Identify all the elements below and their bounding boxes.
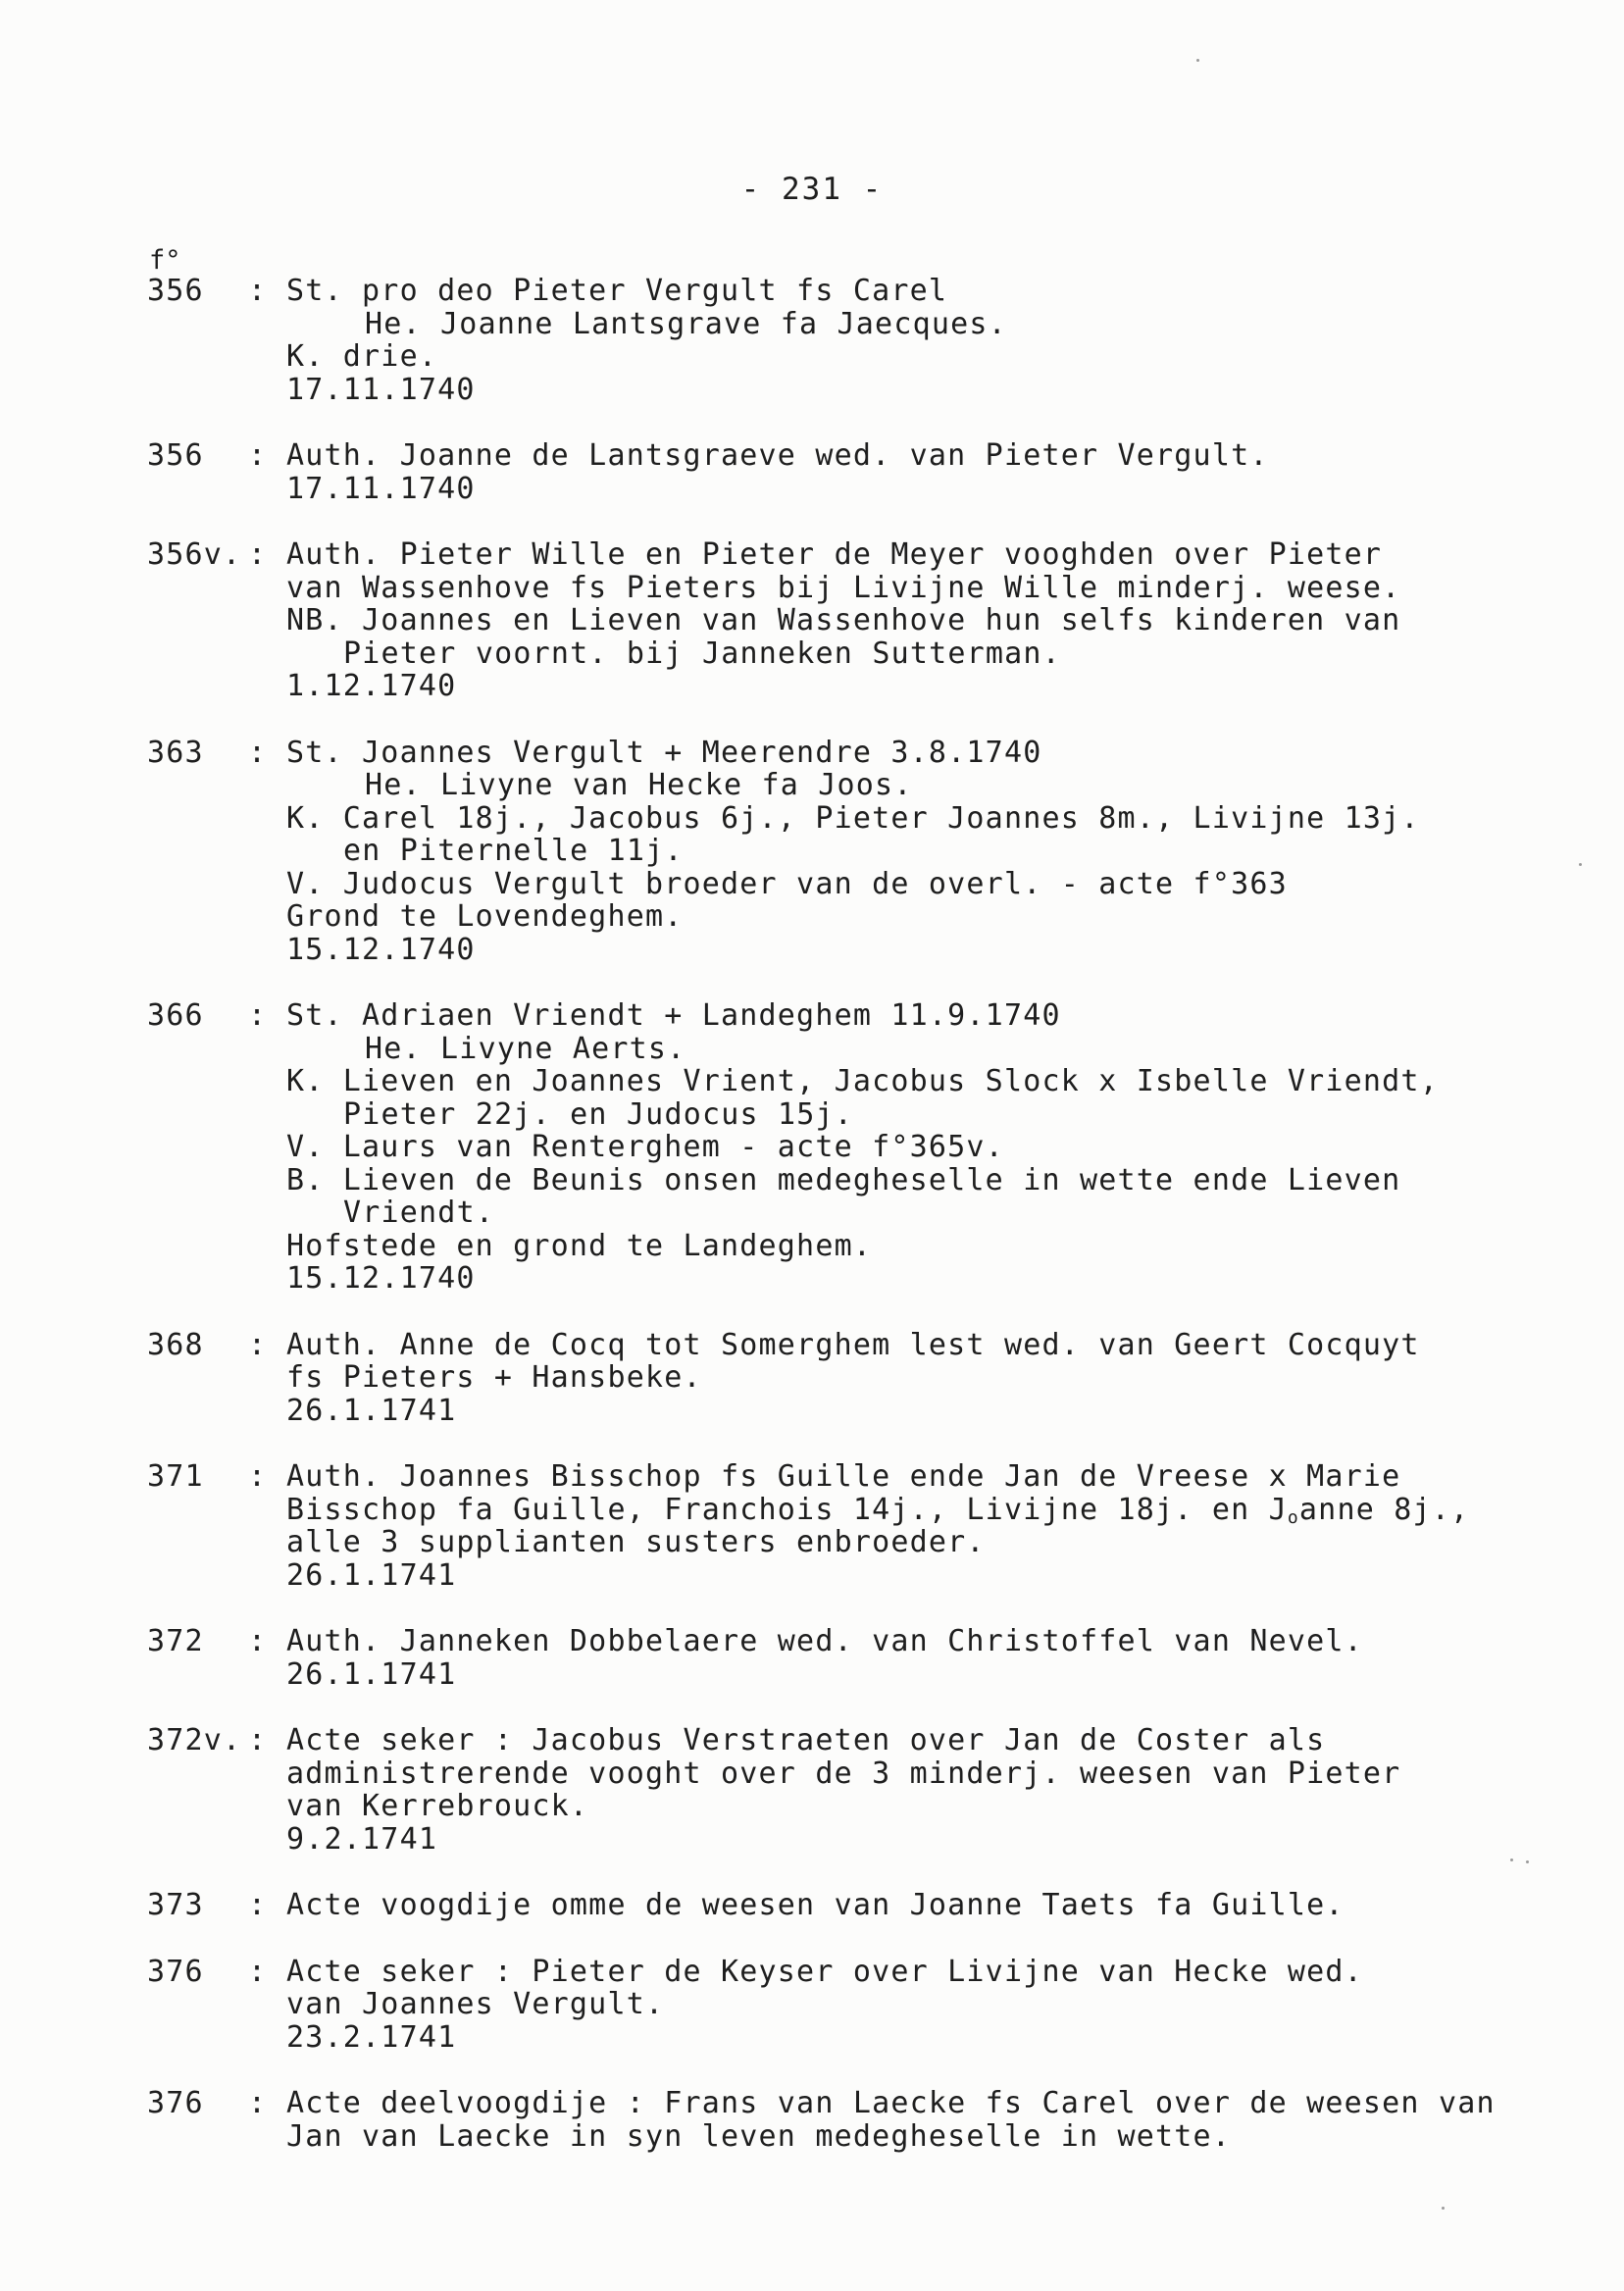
folio-number: 356v. — [147, 537, 242, 572]
entry-separator: : — [248, 1723, 268, 1757]
entry-line: B. Lieven de Beunis onsen medegheselle in wette ende Lieven — [286, 1162, 1401, 1197]
entry-list — [147, 275, 1549, 2153]
page-number: - 231 - — [740, 172, 884, 207]
folio-number: 366 — [147, 998, 204, 1033]
entry-line: Auth. Pieter Wille en Pieter de Meyer vooghden over Pieter — [286, 537, 1383, 572]
folio-number: 372v. — [147, 1723, 242, 1757]
entry-line: 17.11.1740 — [286, 372, 476, 407]
folio-number: 371 — [147, 1459, 204, 1494]
entry-line: St. pro deo Pieter Vergult fs Carel — [286, 274, 948, 308]
entry-body — [286, 2087, 1549, 2153]
folio-number: 368 — [147, 1327, 204, 1362]
entry-line: Auth. Joannes Bisschop fs Guille ende Jan de Vreese x Marie — [286, 1459, 1401, 1494]
entry-line: Acte seker : Pieter de Keyser over Livijne van Hecke wed. — [286, 1954, 1363, 1989]
entry-separator: : — [248, 1624, 268, 1658]
scan-speck — [1526, 1860, 1529, 1863]
entry-line: administrerende vooght over de 3 minderj. weesen van Pieter — [286, 1756, 1401, 1791]
folio-number: 376 — [147, 1954, 204, 1989]
register-entry — [147, 1889, 1549, 1922]
register-entry — [147, 538, 1549, 703]
folio-number: 373 — [147, 1888, 204, 1922]
entry-line: Auth. Joanne de Lantsgraeve wed. van Pieter Vergult. — [286, 438, 1269, 473]
entry-separator: : — [248, 1459, 268, 1494]
entry-line: 1.12.1740 — [286, 669, 457, 703]
entry-line: 15.12.1740 — [286, 1261, 476, 1296]
register-entry — [147, 275, 1549, 406]
entry-line: Acte seker : Jacobus Verstraeten over Jan de Coster als — [286, 1723, 1326, 1757]
entry-line: Auth. Janneken Dobbelaere wed. van Christoffel van Nevel. — [286, 1624, 1363, 1658]
entry-line: Hofstede en grond te Landeghem. — [286, 1228, 873, 1263]
entry-body — [286, 1724, 1549, 1856]
entry-line: Acte voogdije omme de weesen van Joanne Taets fa Guille. — [286, 1888, 1345, 1922]
entry-line: 15.12.1740 — [286, 932, 476, 967]
entry-line: He. Livyne Aerts. — [365, 1031, 686, 1066]
register-entry — [147, 737, 1549, 967]
entry-line: 23.2.1741 — [286, 2019, 457, 2055]
entry-line: Pieter voornt. bij Janneken Sutterman. — [343, 636, 1061, 671]
entry-line: St. Joannes Vergult + Meerendre 3.8.1740 — [286, 735, 1042, 770]
entry-body — [286, 1889, 1549, 1922]
entry-body — [286, 439, 1549, 505]
register-entry — [147, 1460, 1549, 1592]
entry-body — [286, 1460, 1549, 1592]
entry-body — [286, 1329, 1549, 1428]
entry-line: en Piternelle 11j. — [343, 834, 684, 868]
entry-line: V. Judocus Vergult broeder van de overl. - acte f°363 — [286, 866, 1288, 901]
entry-line-text: Bisschop fa Guille, Franchois 14j., Livijne 18j. en J — [286, 1492, 1288, 1527]
scan-speck — [1442, 2207, 1445, 2210]
entry-line: 26.1.1741 — [286, 1557, 457, 1593]
entry-line: Acte deelvoogdije : Frans van Laecke fs Carel over de weesen van — [286, 2086, 1496, 2120]
entry-line: alle 3 supplianten susters enbroeder. — [286, 1525, 986, 1559]
entry-line: Jan van Laecke in syn leven medegheselle in wette. — [286, 2118, 1232, 2154]
entry-line: van Wassenhove fs Pieters bij Livijne Wille minderj. weese. — [286, 570, 1401, 605]
entry-line: Pieter 22j. en Judocus 15j. — [343, 1096, 854, 1132]
entry-separator: : — [248, 998, 268, 1033]
scan-speck — [1196, 59, 1199, 62]
entry-line: 26.1.1741 — [286, 1393, 457, 1428]
entry-separator: : — [248, 1327, 268, 1362]
entry-line: St. Adriaen Vriendt + Landeghem 11.9.1740 — [286, 998, 1061, 1033]
folio-label: f° — [149, 245, 181, 276]
entry-line: K. Lieven en Joannes Vrient, Jacobus Slock x Isbelle Vriendt, — [286, 1064, 1439, 1098]
folio-number: 376 — [147, 2086, 204, 2120]
folio-number: 372 — [147, 1624, 204, 1658]
entry-body — [286, 1956, 1549, 2055]
entry-separator: : — [248, 735, 268, 770]
register-entry — [147, 2087, 1549, 2153]
entry-body — [286, 737, 1549, 967]
entry-body — [286, 275, 1549, 406]
entry-line: Vriendt. — [343, 1196, 495, 1230]
entry-separator: : — [248, 1888, 268, 1922]
entry-line: Auth. Anne de Cocq tot Somerghem lest wed. van Geert Cocquyt — [286, 1327, 1420, 1362]
entry-separator: : — [248, 537, 268, 572]
entry-line: 9.2.1741 — [286, 1821, 438, 1857]
entry-body — [286, 538, 1549, 703]
entry-line: 17.11.1740 — [286, 471, 476, 506]
entry-line: Grond te Lovendeghem. — [286, 899, 684, 934]
entry-line: NB. Joannes en Lieven van Wassenhove hun selfs kinderen van — [286, 603, 1401, 637]
entry-body — [286, 1625, 1549, 1691]
subscript-letter: o — [1287, 1506, 1299, 1528]
entry-line: fs Pieters + Hansbeke. — [286, 1360, 702, 1395]
register-entry — [147, 1329, 1549, 1428]
entry-line: 26.1.1741 — [286, 1656, 457, 1692]
entry-line: van Joannes Vergult. — [286, 1987, 665, 2021]
folio-number: 356 — [147, 438, 204, 473]
register-entry — [147, 439, 1549, 505]
entry-line: He. Livyne van Hecke fa Joos. — [365, 768, 913, 802]
scan-speck — [1579, 863, 1582, 866]
register-entry — [147, 1625, 1549, 1691]
entry-line: K. drie. — [286, 339, 438, 374]
entry-line: van Kerrebrouck. — [286, 1789, 589, 1823]
scan-speck — [1510, 1858, 1513, 1861]
entry-separator: : — [248, 1954, 268, 1989]
entry-line-text: anne 8j., — [1298, 1492, 1470, 1527]
register-entry — [147, 1724, 1549, 1856]
folio-number: 363 — [147, 735, 204, 770]
entry-line: V. Laurs van Renterghem - acte f°365v. — [286, 1130, 1004, 1164]
entry-separator: : — [248, 438, 268, 473]
entry-separator: : — [248, 274, 268, 308]
register-entry — [147, 1956, 1549, 2055]
entry-body — [286, 999, 1549, 1296]
entry-line: K. Carel 18j., Jacobus 6j., Pieter Joannes 8m., Livijne 13j. — [286, 800, 1420, 836]
entry-line — [286, 1494, 1549, 1527]
entry-line: He. Joanne Lantsgrave fa Jaecques. — [365, 306, 1007, 341]
entry-separator: : — [248, 2086, 268, 2120]
folio-number: 356 — [147, 274, 204, 308]
register-entry — [147, 999, 1549, 1296]
